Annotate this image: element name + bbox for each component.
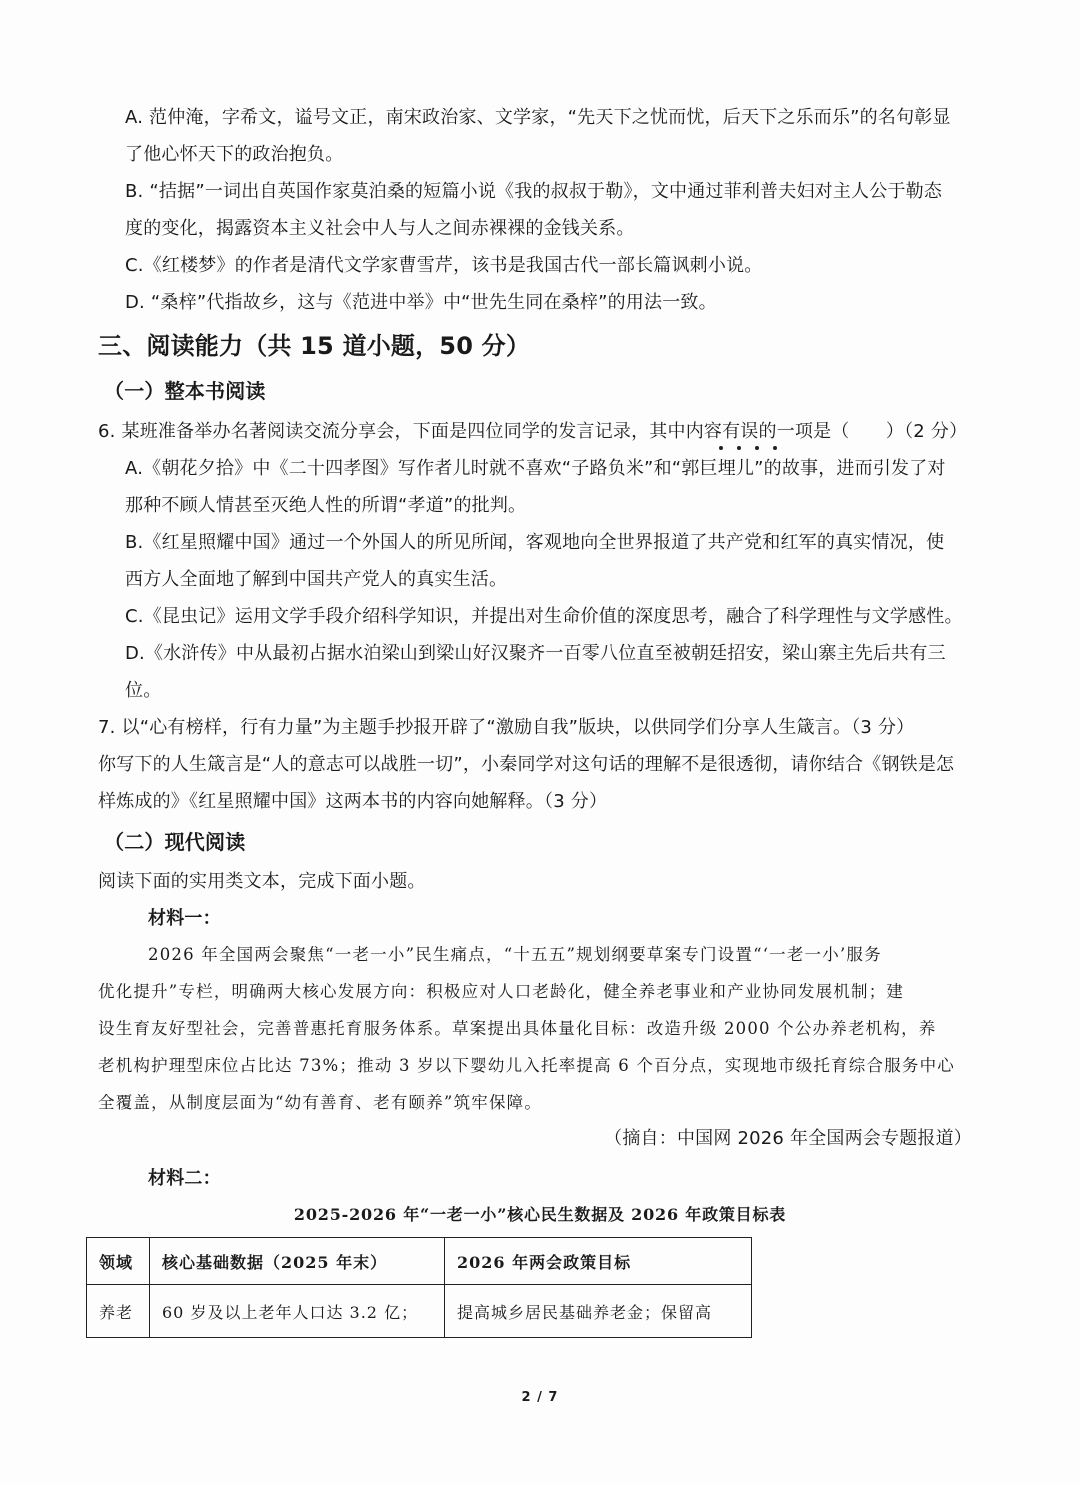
q6-option-b-line2: 西方人全面地了解到中国共产党人的真实生活。 (125, 569, 508, 590)
emphasis-dots (712, 446, 792, 452)
q6-option-c: C.《昆虫记》运用文学手段介绍科学知识，并提出对生命价值的深度思考，融合了科学理性与文学感性。 (125, 606, 963, 627)
material-1-line5: 全覆盖，从制度层面为“幼有善育、老有颐养”筑牢保障。 (98, 1093, 543, 1112)
q7-line2: 你写下的人生箴言是“人的意志可以战胜一切”，小秦同学对这句话的理解不是很透彻，请你结合《钢铁是怎 (98, 754, 955, 775)
data-table (86, 1237, 752, 1338)
reading-instruction: 阅读下面的实用类文本，完成下面小题。 (98, 871, 426, 892)
q6-option-a-line1: A.《朝花夕拾》中《二十四孝图》写作者儿时就不喜欢“子路负米”和“郭巨埋儿”的故事，进而引发了对 (125, 458, 946, 479)
q6-option-d-line2: 位。 (125, 680, 162, 701)
table-header: 核心基础数据（2025 年末） (150, 1238, 445, 1285)
material-1-line3: 设生育友好型社会，完善普惠托育服务体系。草案提出具体量化目标：改造升级 2000 个公办养老机构，养 (98, 1019, 937, 1038)
table-header: 领域 (87, 1238, 150, 1285)
q5-option-b-line2: 度的变化，揭露资本主义社会中人与人之间赤裸裸的金钱关系。 (125, 218, 635, 239)
material-1-line2: 优化提升”专栏，明确两大核心发展方向：积极应对人口老龄化，健全养老事业和产业协同发展机制；建 (98, 982, 905, 1001)
q5-option-c: C.《红楼梦》的作者是清代文学家曹雪芹，该书是我国古代一部长篇讽刺小说。 (125, 255, 763, 276)
table-cell: 60 岁及以上老年人口达 3.2 亿； (150, 1285, 445, 1338)
q6-option-b-line1: B.《红星照耀中国》通过一个外国人的所见所闻，客观地向全世界报道了共产党和红军的真实情况，使 (125, 532, 945, 553)
page-number: 2 / 7 (521, 1390, 559, 1405)
material-1-label: 材料一： (148, 908, 221, 929)
material-2-label: 材料二： (148, 1168, 221, 1189)
q5-option-d: D. “桑梓”代指故乡，这与《范进中举》中“世先生同在桑梓”的用法一致。 (125, 292, 717, 313)
q5-option-a-line1: A. 范仲淹，字希文，谥号文正，南宋政治家、文学家，“先天下之忧而忧，后天下之乐而乐”的名句彰显 (125, 107, 951, 128)
material-1-source: （摘自：中国网 2026 年全国两会专题报道） (604, 1128, 972, 1149)
section-3-title: 三、阅读能力（共 15 道小题，50 分） (98, 332, 531, 360)
table-title: 2025-2026 年“一老一小”核心民生数据及 2026 年政策目标表 (293, 1205, 787, 1224)
q7-line3: 样炼成的》《红星照耀中国》这两本书的内容向她解释。（3 分） (98, 791, 608, 812)
material-1-line1: 2026 年全国两会聚焦“一老一小”民生痛点，“十五五”规划纲要草案专门设置“‘一老一小’服务 (148, 945, 882, 964)
q5-option-b-line1: B. “拮据”一词出自英国作家莫泊桑的短篇小说《我的叔叔于勒》，文中通过菲利普夫妇对主人公于勒态 (125, 181, 943, 202)
part-1-title: （一）整本书阅读 (104, 379, 266, 403)
part-2-title: （二）现代阅读 (104, 830, 246, 854)
table-cell: 提高城乡居民基础养老金；保留高 (445, 1285, 752, 1338)
q6-stem: 6. 某班准备举办名著阅读交流分享会，下面是四位同学的发言记录，其中内容有误的一项是（ ）（2 分） (98, 421, 968, 442)
table-cell: 养老 (87, 1285, 150, 1338)
table-header-row (87, 1238, 752, 1285)
q7-line1: 7. 以“心有榜样，行有力量”为主题手抄报开辟了“激励自我”版块，以供同学们分享人生箴言。（3 分） (98, 717, 915, 738)
q6-option-d-line1: D.《水浒传》中从最初占据水泊梁山到梁山好汉聚齐一百零八位直至被朝廷招安，梁山寨主先后共有三 (125, 643, 946, 664)
table-header: 2026 年两会政策目标 (445, 1238, 752, 1285)
table-row (87, 1285, 752, 1338)
q6-option-a-line2: 那种不顾人情甚至灭绝人性的所谓“孝道”的批判。 (125, 495, 527, 516)
q5-option-a-line2: 了他心怀天下的政治抱负。 (125, 144, 344, 165)
material-1-line4: 老机构护理型床位占比达 73%；推动 3 岁以下婴幼儿入托率提高 6 个百分点，实现地市级托育综合服务中心 (98, 1056, 955, 1075)
